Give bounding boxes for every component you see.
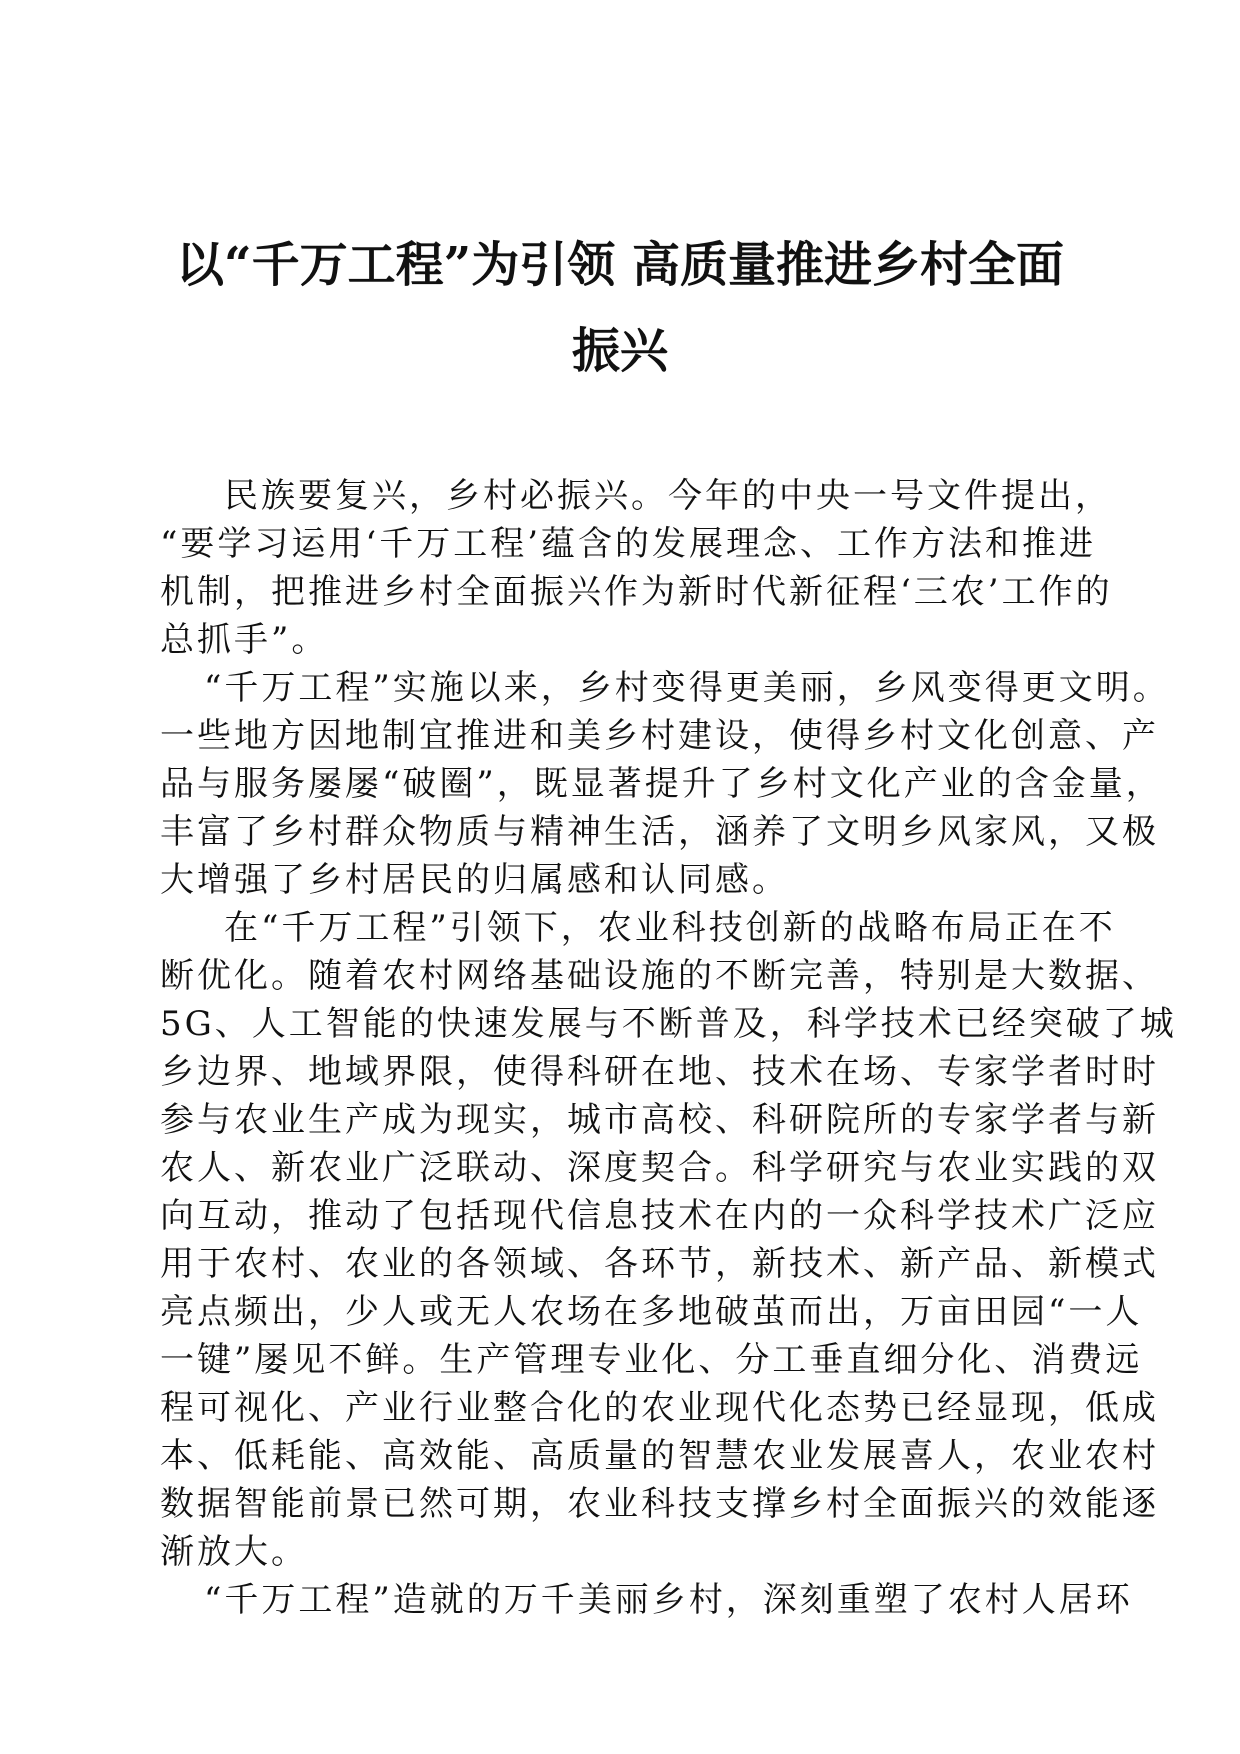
paragraph-line: 民族要复兴，乡村必振兴。今年的中央一号文件提出， [224,476,1112,516]
paragraph-line: 机制，把推进乡村全面振兴作为新时代新征程‘三农’工作的 [160,572,1113,612]
paragraph-line: 用于农村、农业的各领域、各环节，新技术、新产品、新模式 [160,1244,1159,1284]
paragraph-line: 一键”屡见不鲜。生产管理专业化、分工垂直细分化、消费远 [160,1340,1143,1380]
paragraph-line: “千万工程”造就的万千美丽乡村，深刻重塑了农村人居环 [204,1580,1133,1620]
paragraph-line: 乡边界、地域界限，使得科研在地、技术在场、专家学者时时 [160,1052,1159,1092]
paragraph-line: 参与农业生产成为现实，城市高校、科研院所的专家学者与新 [160,1100,1159,1140]
paragraph-1 [160,472,1113,664]
paragraph-line: 大增强了乡村居民的归属感和认同感。 [160,860,789,900]
paragraph-line: 5G、人工智能的快速发展与不断普及，科学技术已经突破了城 [160,1004,1177,1044]
paragraph-line: 总抓手”。 [160,620,329,660]
paragraph-3 [160,904,1177,1576]
paragraph-line: 数据智能前景已然可期，农业科技支撑乡村全面振兴的效能逐 [160,1484,1159,1524]
paragraph-line: 亮点频出，少人或无人农场在多地破茧而出，万亩田园“一人 [160,1292,1143,1332]
title-line-2: 振兴 [571,323,668,379]
paragraph-line: “千万工程”实施以来，乡村变得更美丽，乡风变得更文明。 [204,668,1170,708]
document-title [140,222,1100,394]
paragraph-4 [160,1576,1133,1624]
document-body [160,472,1177,1624]
paragraph-line: 丰富了乡村群众物质与精神生活，涵养了文明乡风家风，又极 [160,812,1159,852]
paragraph-line: 断优化。随着农村网络基础设施的不断完善，特别是大数据、 [160,956,1159,996]
paragraph-line: 渐放大。 [160,1532,308,1572]
paragraph-line: 农人、新农业广泛联动、深度契合。科学研究与农业实践的双 [160,1148,1159,1188]
paragraph-line: 程可视化、产业行业整合化的农业现代化态势已经显现，低成 [160,1388,1159,1428]
paragraph-line: 品与服务屡屡“破圈”，既显著提升了乡村文化产业的含金量， [160,764,1163,804]
paragraph-line: 在“千万工程”引领下，农业科技创新的战略布局正在不 [224,908,1116,948]
paragraph-line: 向互动，推动了包括现代信息技术在内的一众科学技术广泛应 [160,1196,1159,1236]
paragraph-2 [160,664,1170,904]
title-line-1: 以“千万工程”为引领 高质量推进乡村全面 [176,237,1064,293]
paragraph-line: “要学习运用‘千万工程’蕴含的发展理念、工作方法和推进 [160,524,1096,564]
paragraph-line: 一些地方因地制宜推进和美乡村建设，使得乡村文化创意、产 [160,716,1159,756]
paragraph-line: 本、低耗能、高效能、高质量的智慧农业发展喜人，农业农村 [160,1436,1159,1476]
